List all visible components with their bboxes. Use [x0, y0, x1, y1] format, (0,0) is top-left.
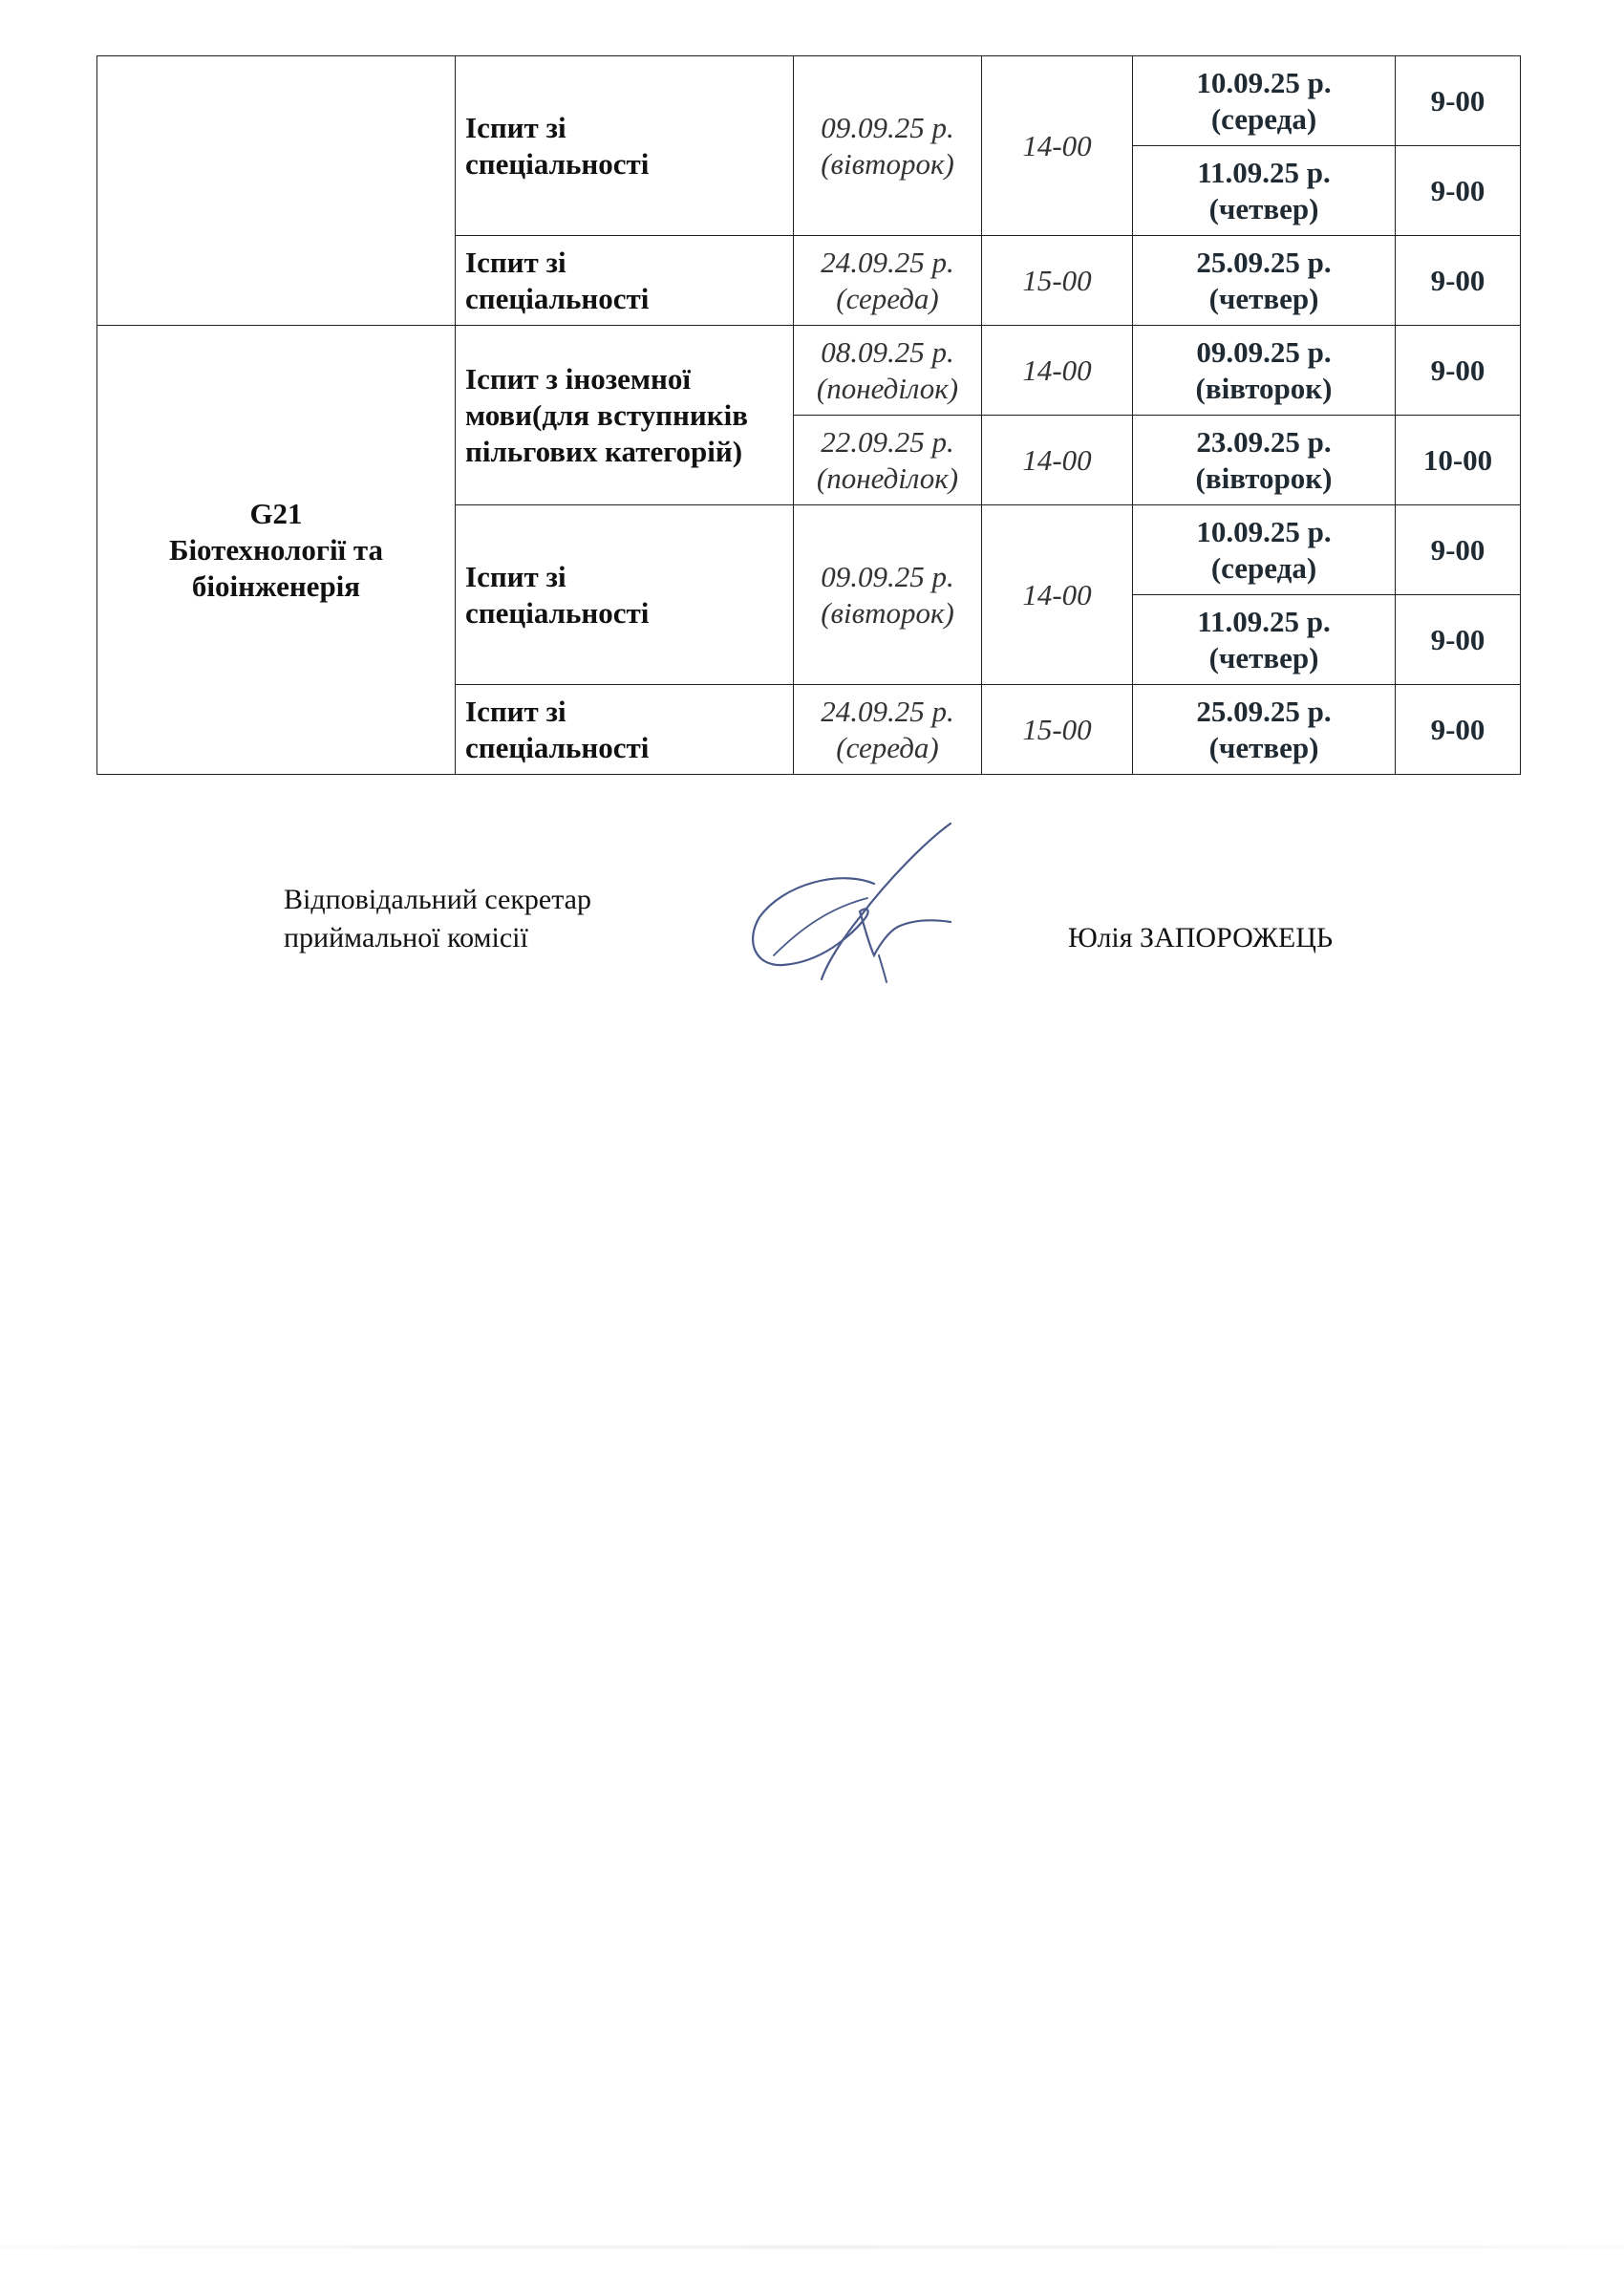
exam-name-line-2: спеціальності	[465, 595, 650, 630]
consultation-time-cell: 14-00	[982, 326, 1133, 416]
exam-name-line-1: Іспит з іноземної	[465, 361, 692, 396]
exam-name-line-1: Іспит зі	[465, 245, 566, 279]
exam-date: 25.09.25 р.	[1196, 245, 1332, 279]
exam-name-line-1: Іспит зі	[465, 694, 566, 728]
exam-name-line-1: Іспит зі	[465, 559, 566, 593]
exam-name-line-2: спеціальності	[465, 146, 650, 181]
exam-time-cell: 9-00	[1396, 505, 1521, 595]
specialty-name-line-2: біоінженерія	[191, 568, 361, 603]
consultation-day: (понеділок)	[816, 460, 959, 495]
signature-block	[0, 0, 1624, 1051]
consultation-day: (середа)	[836, 730, 939, 764]
exam-time-cell: 9-00	[1396, 685, 1521, 775]
specialty-name-line-1: Біотехнології та	[168, 532, 384, 567]
consultation-date: 09.09.25 р.	[821, 110, 954, 144]
exam-date: 25.09.25 р.	[1196, 694, 1332, 728]
exam-name-line-2: спеціальності	[465, 730, 650, 764]
consultation-time-cell: 15-00	[982, 236, 1133, 326]
consultation-day: (вівторок)	[821, 146, 954, 181]
exam-date: 10.09.25 р.	[1196, 65, 1332, 99]
exam-day: (середа)	[1210, 550, 1317, 585]
consultation-date: 08.09.25 р.	[821, 334, 954, 369]
consultation-time-cell: 14-00	[982, 416, 1133, 505]
exam-day: (четвер)	[1208, 640, 1319, 675]
signatory-title-line-1: Відповідальний секретар	[284, 884, 592, 915]
signatory-name: Юлія ЗАПОРОЖЕЦЬ	[1068, 922, 1334, 953]
exam-time-cell: 9-00	[1396, 595, 1521, 685]
specialty-code: G21	[249, 496, 303, 530]
signatory-title-line-2: приймальної комісії	[284, 922, 528, 953]
consultation-date: 24.09.25 р.	[821, 245, 954, 279]
consultation-day: (середа)	[836, 281, 939, 315]
consultation-time-cell: 14-00	[982, 56, 1133, 236]
consultation-time-cell: 15-00	[982, 685, 1133, 775]
exam-day: (вівторок)	[1195, 460, 1333, 495]
consultation-date: 09.09.25 р.	[821, 559, 954, 593]
consultation-day: (понеділок)	[816, 371, 959, 405]
exam-time-cell: 9-00	[1396, 56, 1521, 146]
exam-date: 23.09.25 р.	[1196, 424, 1332, 459]
exam-time-cell: 9-00	[1396, 146, 1521, 236]
exam-day: (четвер)	[1208, 281, 1319, 315]
exam-time-cell: 9-00	[1396, 326, 1521, 416]
consultation-time-cell: 14-00	[982, 505, 1133, 685]
consultation-date: 22.09.25 р.	[821, 424, 954, 459]
exam-name-line-2: спеціальності	[465, 281, 650, 315]
exam-date: 11.09.25 р.	[1197, 155, 1331, 189]
exam-date: 09.09.25 р.	[1196, 334, 1332, 369]
exam-date: 11.09.25 р.	[1197, 604, 1331, 638]
exam-name-line-2: мови(для вступників	[465, 397, 748, 432]
exam-day: (четвер)	[1208, 191, 1319, 225]
exam-time-cell: 10-00	[1396, 416, 1521, 505]
exam-day: (середа)	[1210, 101, 1317, 136]
exam-day: (четвер)	[1208, 730, 1319, 764]
scan-edge-shadow	[0, 2245, 1624, 2249]
exam-name-line-3: пільгових категорій)	[465, 434, 743, 468]
exam-name-line-1: Іспит зі	[465, 110, 566, 144]
consultation-date: 24.09.25 р.	[821, 694, 954, 728]
exam-date: 10.09.25 р.	[1196, 514, 1332, 548]
consultation-day: (вівторок)	[821, 595, 954, 630]
signatory-title	[284, 881, 591, 957]
exam-time-cell: 9-00	[1396, 236, 1521, 326]
handwritten-signature	[745, 812, 965, 984]
exam-day: (вівторок)	[1195, 371, 1333, 405]
